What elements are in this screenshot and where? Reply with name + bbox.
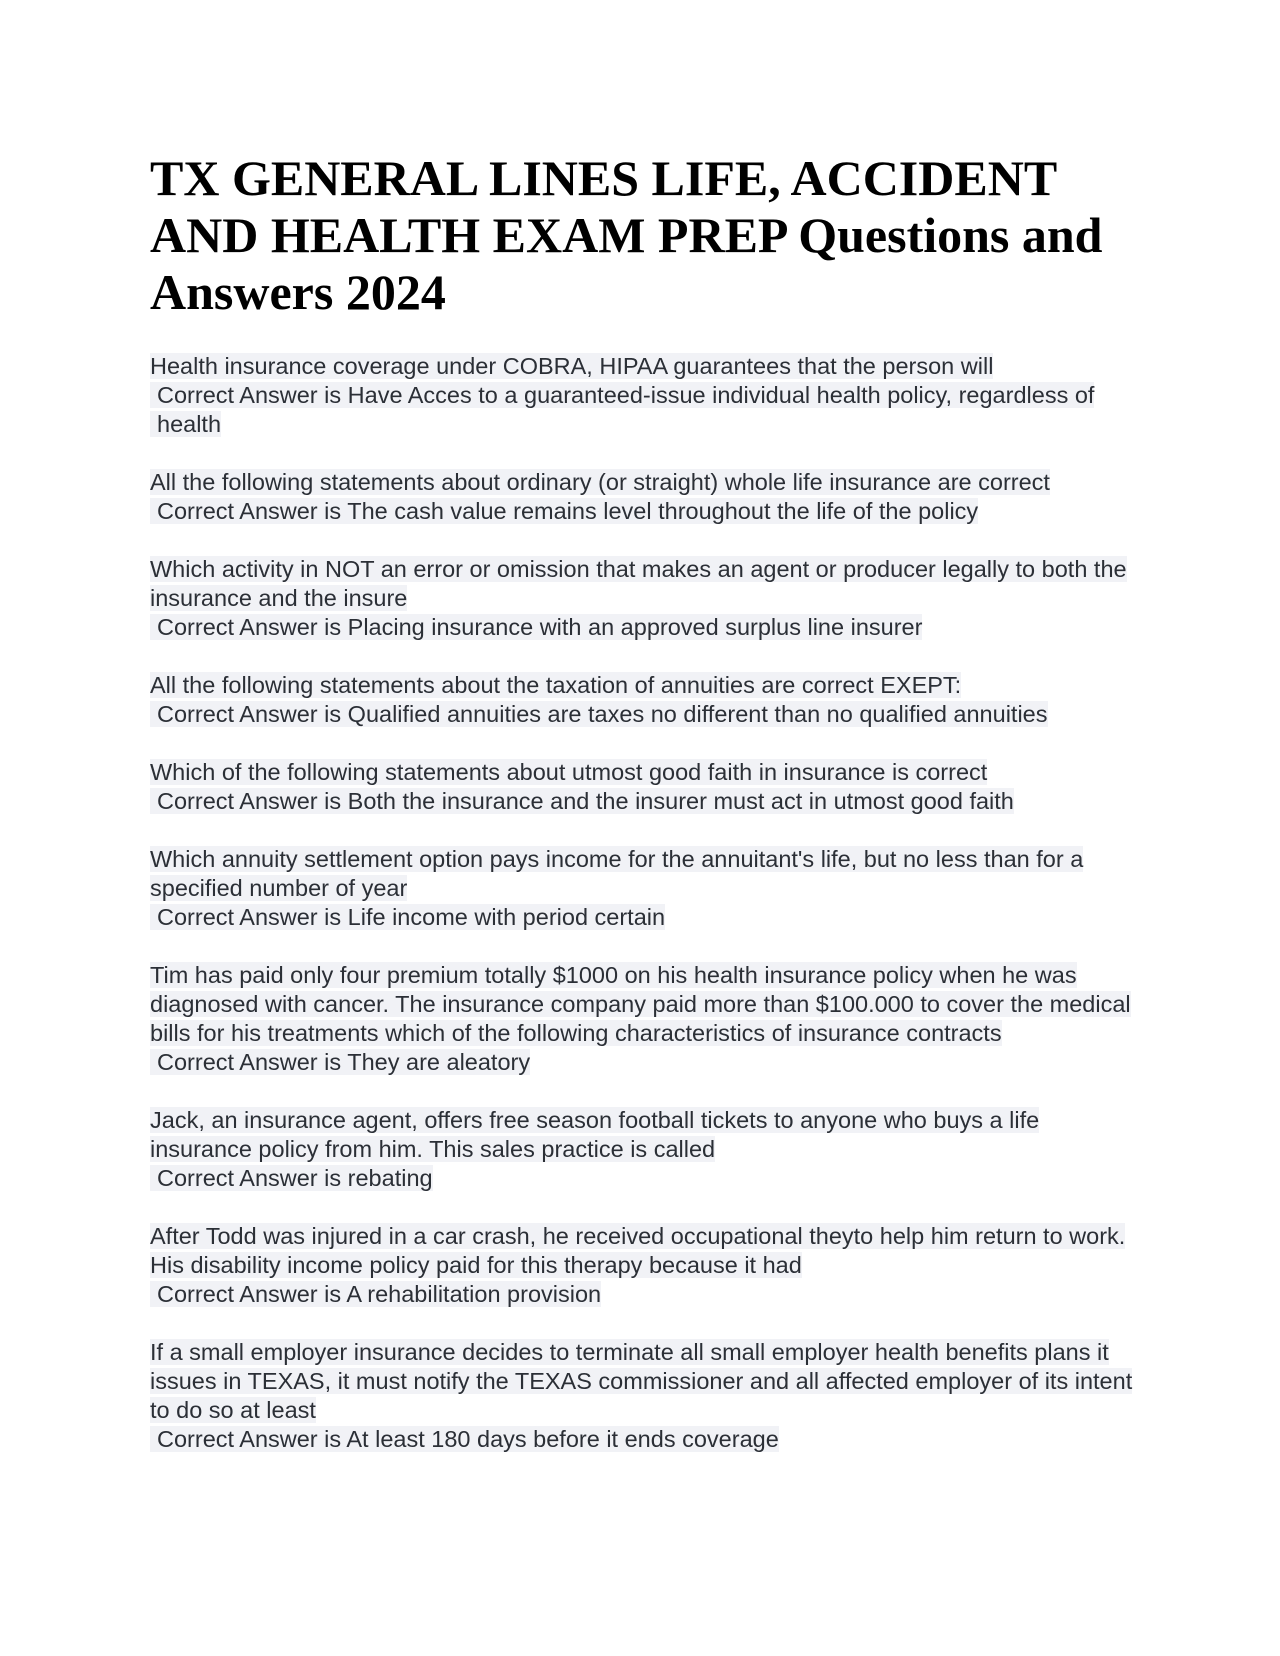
qa-item <box>150 671 1140 729</box>
qa-item <box>150 555 1140 642</box>
question-highlight: Which annuity settlement option pays income for the annuitant's life, but no less than for a specified number of year <box>150 846 1084 901</box>
answer-text <box>150 903 1140 932</box>
qa-item <box>150 352 1140 439</box>
qa-item <box>150 1338 1140 1454</box>
answer-text <box>150 1425 1140 1454</box>
question-highlight: If a small employer insurance decides to terminate all small employer health benefits plans it issues in TEXAS, it must notify the TEXAS commissioner and all affected employer of its intent to do so at least <box>150 1339 1133 1423</box>
qa-item <box>150 758 1140 816</box>
answer-highlight: Correct Answer is Life income with period certain <box>150 904 665 930</box>
question-highlight: After Todd was injured in a car crash, he received occupational theyto help him return to work. His disability income policy paid for this therapy because it had <box>150 1223 1126 1278</box>
question-text <box>150 1106 1140 1164</box>
question-text <box>150 468 1140 497</box>
question-highlight: All the following statements about ordinary (or straight) whole life insurance are correct <box>150 469 1050 495</box>
question-text <box>150 671 1140 700</box>
answer-highlight: Correct Answer is Placing insurance with an approved surplus line insurer <box>150 614 922 640</box>
answer-highlight: Correct Answer is Qualified annuities are taxes no different than no qualified annuities <box>150 701 1048 727</box>
question-text <box>150 1222 1140 1280</box>
question-text <box>150 961 1140 1048</box>
document-title: TX GENERAL LINES LIFE, ACCIDENT AND HEALTH EXAM PREP Questions and Answers 2024 <box>150 150 1103 320</box>
question-highlight: Which of the following statements about utmost good faith in insurance is correct <box>150 759 988 785</box>
answer-text <box>150 1048 1140 1077</box>
answer-highlight: Correct Answer is At least 180 days before it ends coverage <box>150 1426 779 1452</box>
question-highlight: All the following statements about the taxation of annuities are correct EXEPT: <box>150 672 962 698</box>
answer-highlight: Correct Answer is Both the insurance and the insurer must act in utmost good faith <box>150 788 1014 814</box>
qa-list <box>150 352 1140 1483</box>
answer-highlight: Correct Answer is They are aleatory <box>150 1049 530 1075</box>
answer-highlight: Correct Answer is A rehabilitation provision <box>150 1281 601 1307</box>
question-highlight: Which activity in NOT an error or omission that makes an agent or producer legally to both the insurance and the insure <box>150 556 1127 611</box>
answer-highlight: Correct Answer is rebating <box>150 1165 433 1191</box>
answer-text <box>150 497 1140 526</box>
qa-item <box>150 1106 1140 1193</box>
answer-text <box>150 1280 1140 1309</box>
qa-item <box>150 468 1140 526</box>
question-text <box>150 352 1140 381</box>
question-highlight: Jack, an insurance agent, offers free season football tickets to anyone who buys a life insurance policy from him. This sales practice is called <box>150 1107 1040 1162</box>
answer-text <box>150 1164 1140 1193</box>
answer-highlight: Correct Answer is The cash value remains level throughout the life of the policy <box>150 498 978 524</box>
qa-item <box>150 961 1140 1077</box>
answer-text <box>150 613 1140 642</box>
question-text <box>150 845 1140 903</box>
answer-text <box>150 700 1140 729</box>
question-highlight: Tim has paid only four premium totally $1000 on his health insurance policy when he was diagnosed with cancer. The insurance company paid more than $100.000 to cover the medical bills for his treatments which of the following characteristics of insurance contracts <box>150 962 1131 1046</box>
question-text <box>150 758 1140 787</box>
answer-highlight: Correct Answer is Have Acces to a guaranteed-issue individual health policy, regardless of health <box>150 382 1094 437</box>
qa-item <box>150 845 1140 932</box>
question-highlight: Health insurance coverage under COBRA, HIPAA guarantees that the person will <box>150 353 994 379</box>
qa-item <box>150 1222 1140 1309</box>
answer-text <box>150 787 1140 816</box>
question-text <box>150 1338 1140 1425</box>
answer-text <box>150 381 1140 439</box>
question-text <box>150 555 1140 613</box>
